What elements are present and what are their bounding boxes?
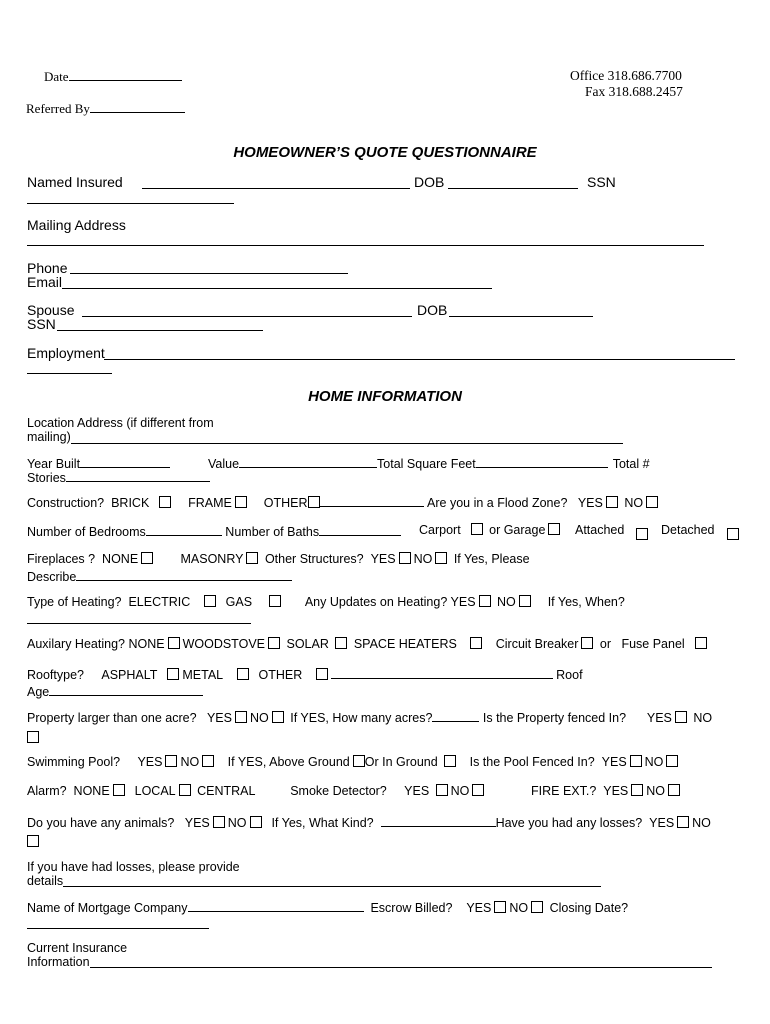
metal-checkbox[interactable] xyxy=(237,668,249,680)
construction-row: Construction? BRICK FRAME OTHER Are you in a Flood Zone? YES NO xyxy=(27,494,661,510)
page-title: HOMEOWNER’S QUOTE QUESTIONNAIRE xyxy=(233,144,537,161)
fireplace-none-checkbox[interactable] xyxy=(141,552,153,564)
spouse-dob-label: DOB xyxy=(417,302,448,318)
smoke-no-checkbox[interactable] xyxy=(472,784,484,796)
pool-yes-checkbox[interactable] xyxy=(165,755,177,767)
construction-other-checkbox[interactable] xyxy=(308,496,320,508)
heating-row: Type of Heating? ELECTRIC GAS Any Updates on Heating? YES NO If Yes, When? xyxy=(27,595,625,609)
losses-details-label: If you have had losses, please provide xyxy=(27,860,240,874)
employment-field[interactable] xyxy=(104,359,735,360)
describe-field[interactable] xyxy=(76,568,292,581)
baths-field[interactable] xyxy=(319,523,401,536)
bedrooms-field[interactable] xyxy=(146,523,222,536)
location-field[interactable] xyxy=(71,443,623,444)
referred-by-label: Referred By xyxy=(26,100,185,117)
space-heaters-checkbox[interactable] xyxy=(470,637,482,649)
spouse-label: Spouse xyxy=(27,302,75,318)
mortgage-row: Name of Mortgage Company Escrow Billed? YES NO Closing Date? xyxy=(27,901,629,915)
frame-checkbox[interactable] xyxy=(235,496,247,508)
above-ground-checkbox[interactable] xyxy=(353,755,365,767)
animals-yes-checkbox[interactable] xyxy=(213,816,225,828)
named-insured-label: Named Insured xyxy=(27,174,123,190)
roof-other-checkbox[interactable] xyxy=(316,668,328,680)
pool-no-checkbox[interactable] xyxy=(202,755,214,767)
masonry-checkbox[interactable] xyxy=(246,552,258,564)
spouse-dob-field[interactable] xyxy=(449,316,593,317)
home-info-title: HOME INFORMATION xyxy=(308,388,462,405)
detached-label: Detached xyxy=(661,523,715,537)
garage-checkbox[interactable] xyxy=(548,523,560,535)
heating-update-no-checkbox[interactable] xyxy=(519,595,531,607)
asphalt-checkbox[interactable] xyxy=(167,668,179,680)
flood-yes-checkbox[interactable] xyxy=(606,496,618,508)
year-built-label: Year Built xyxy=(27,455,170,471)
mailing-address-field[interactable] xyxy=(27,245,704,246)
closing-date-field[interactable] xyxy=(27,928,209,929)
email-label: Email xyxy=(27,274,63,290)
alarm-local-checkbox[interactable] xyxy=(179,784,191,796)
roof-age-label: Age xyxy=(27,683,203,699)
fax-number: Fax 318.688.2457 xyxy=(585,84,683,99)
smoke-yes-checkbox[interactable] xyxy=(436,784,448,796)
electric-checkbox[interactable] xyxy=(204,595,216,607)
email-field[interactable] xyxy=(62,288,492,289)
heating-when-field[interactable] xyxy=(27,623,251,624)
stories-field[interactable] xyxy=(66,469,210,482)
year-built-field[interactable] xyxy=(80,455,170,468)
current-insurance-label-cont: Information xyxy=(27,955,90,969)
fire-ext-yes-checkbox[interactable] xyxy=(631,784,643,796)
fire-ext-no-checkbox[interactable] xyxy=(668,784,680,796)
dob-label: DOB xyxy=(414,174,445,190)
other-structures-no-checkbox[interactable] xyxy=(435,552,447,564)
fenced-no-checkbox[interactable] xyxy=(27,731,39,743)
acre-yes-checkbox[interactable] xyxy=(235,711,247,723)
solar-checkbox[interactable] xyxy=(335,637,347,649)
named-insured-field[interactable] xyxy=(142,188,410,189)
spouse-ssn-label: SSN xyxy=(27,316,56,332)
property-row: Property larger than one acre? YES NO If YES, How many acres? Is the Property fenced In? YES NO xyxy=(27,711,713,725)
other-structures-yes-checkbox[interactable] xyxy=(399,552,411,564)
ssn-label: SSN xyxy=(587,174,616,190)
location-label: Location Address (if different from xyxy=(27,416,214,430)
fenced-yes-checkbox[interactable] xyxy=(675,711,687,723)
employment-field-cont[interactable] xyxy=(27,373,112,374)
brick-checkbox[interactable] xyxy=(159,496,171,508)
gas-checkbox[interactable] xyxy=(269,595,281,607)
escrow-no-checkbox[interactable] xyxy=(531,901,543,913)
alarm-none-checkbox[interactable] xyxy=(113,784,125,796)
roof-other-field[interactable] xyxy=(331,666,553,679)
in-ground-checkbox[interactable] xyxy=(444,755,456,767)
referred-by-field[interactable] xyxy=(90,100,185,113)
circuit-breaker-checkbox[interactable] xyxy=(581,637,593,649)
location-label-cont: mailing) xyxy=(27,430,71,444)
heating-update-yes-checkbox[interactable] xyxy=(479,595,491,607)
phone-field[interactable] xyxy=(70,273,348,274)
spouse-field[interactable] xyxy=(82,316,412,317)
aux-none-checkbox[interactable] xyxy=(168,637,180,649)
fire-ext-label: FIRE EXT.? YES NO xyxy=(531,784,683,798)
acres-field[interactable] xyxy=(432,709,479,722)
detached-checkbox[interactable] xyxy=(727,528,739,540)
attached-checkbox[interactable] xyxy=(636,528,648,540)
alarm-row: Alarm? NONE LOCAL CENTRAL Smoke Detector? YES NO xyxy=(27,784,487,798)
spouse-ssn-field[interactable] xyxy=(57,330,263,331)
rooftype-row: Rooftype? ASPHALT METAL OTHER Roof xyxy=(27,668,583,682)
pool-fenced-no-checkbox[interactable] xyxy=(666,755,678,767)
escrow-yes-checkbox[interactable] xyxy=(494,901,506,913)
mortgage-company-field[interactable] xyxy=(188,899,364,912)
mailing-address-label: Mailing Address xyxy=(27,217,126,233)
carport-checkbox[interactable] xyxy=(471,523,483,535)
aux-heating-row: Auxilary Heating? NONE WOODSTOVE SOLAR SPACE HEATERS Circuit Breaker or Fuse Panel xyxy=(27,637,710,651)
phone-label: Phone xyxy=(27,260,68,276)
acre-no-checkbox[interactable] xyxy=(272,711,284,723)
construction-other-field[interactable] xyxy=(320,494,424,507)
attached-label: Attached xyxy=(575,523,625,537)
square-feet-field[interactable] xyxy=(476,455,608,468)
date-field[interactable] xyxy=(69,68,182,81)
carport-label: Carport or Garage xyxy=(419,523,563,537)
fuse-panel-checkbox[interactable] xyxy=(695,637,707,649)
pool-fenced-yes-checkbox[interactable] xyxy=(630,755,642,767)
losses-details-field[interactable] xyxy=(63,886,601,887)
current-insurance-label: Current Insurance xyxy=(27,941,128,955)
losses-yes-checkbox[interactable] xyxy=(677,816,689,828)
value-label: Value Total Square Feet Total # xyxy=(208,457,650,471)
bedrooms-label: Number of Bedrooms Number of Baths xyxy=(27,523,401,539)
animals-no-checkbox[interactable] xyxy=(250,816,262,828)
animals-kind-field[interactable] xyxy=(381,814,496,827)
describe-label: Describe xyxy=(27,568,292,584)
losses-no-checkbox[interactable] xyxy=(27,835,39,847)
losses-details-label-cont: details xyxy=(27,874,64,888)
fireplaces-row: Fireplaces ? NONE MASONRY Other Structures? YES NO If Yes, Please xyxy=(27,552,530,566)
flood-no-checkbox[interactable] xyxy=(646,496,658,508)
animals-row: Do you have any animals? YES NO If Yes, What Kind? Have you had any losses? YES NO xyxy=(27,816,711,830)
date-label: Date xyxy=(44,68,182,85)
value-field[interactable] xyxy=(239,455,377,468)
woodstove-checkbox[interactable] xyxy=(268,637,280,649)
office-phone: Office 318.686.7700 xyxy=(570,68,682,83)
stories-label: Stories xyxy=(27,469,210,485)
roof-age-field[interactable] xyxy=(49,683,203,696)
ssn-field[interactable] xyxy=(27,203,234,204)
pool-row: Swimming Pool? YES NO If YES, Above Ground Or In Ground Is the Pool Fenced In? YES NO xyxy=(27,755,681,769)
dob-field[interactable] xyxy=(448,188,578,189)
employment-label: Employment xyxy=(27,345,105,361)
current-insurance-field[interactable] xyxy=(90,967,712,968)
